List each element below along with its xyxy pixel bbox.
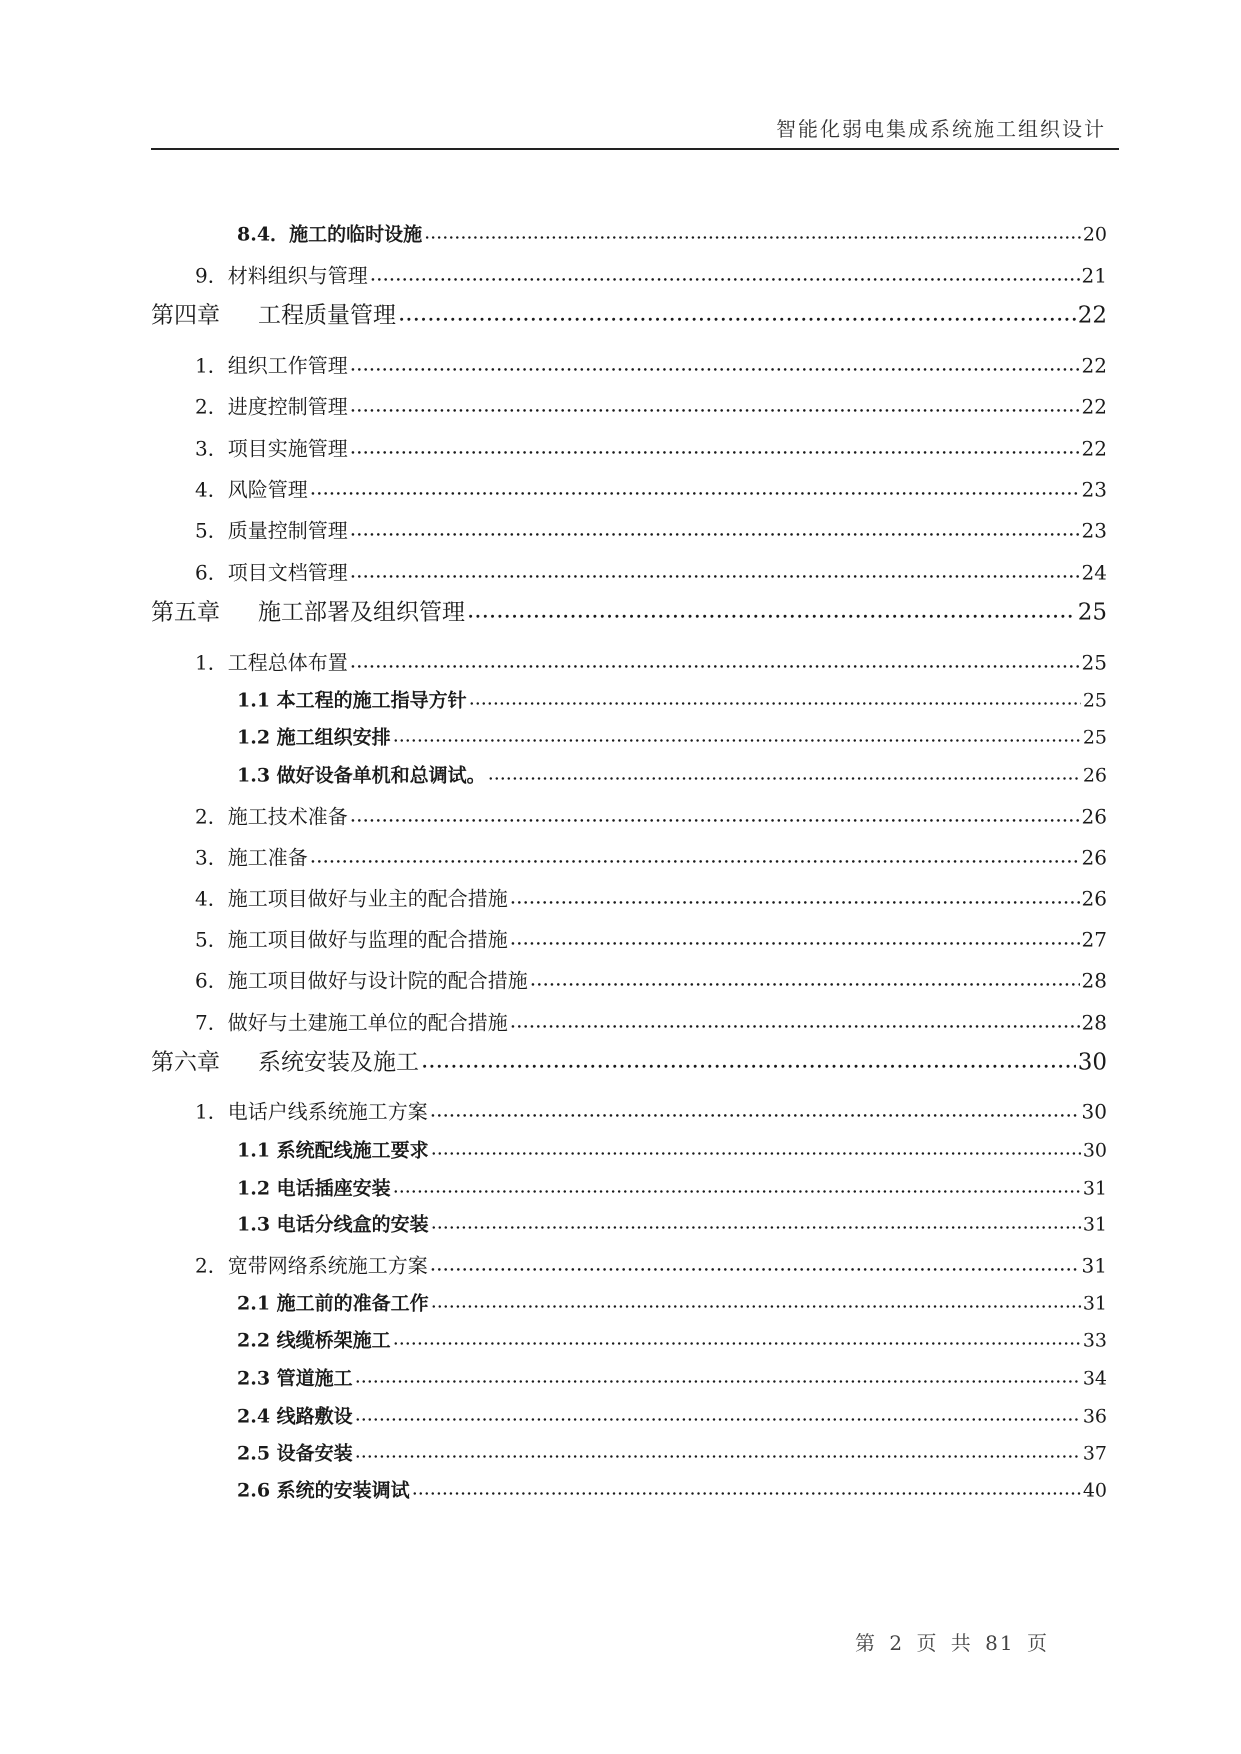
toc-entry-title: 施工准备 [227, 845, 308, 870]
toc-entry[interactable] [151, 1044, 1107, 1077]
toc-dot-leader [431, 1291, 1081, 1313]
toc-entry[interactable] [195, 1250, 1107, 1279]
toc-entry-title: 施工项目做好与业主的配合措施 [227, 886, 508, 911]
toc-entry-title: 风险管理 [227, 477, 308, 502]
toc-dot-leader [430, 1252, 1080, 1276]
toc-entry-number: 7． [195, 1010, 228, 1035]
toc-dot-leader [431, 1212, 1081, 1234]
table-of-contents [151, 0, 1107, 1754]
toc-entry-title: 宽带网络系统施工方案 [227, 1253, 428, 1278]
toc-entry[interactable] [237, 1439, 1107, 1466]
toc-entry-page-number: 36 [1082, 1405, 1107, 1428]
toc-entry-page-number: 26 [1082, 764, 1107, 787]
toc-entry-title: 施工项目做好与监理的配合措施 [227, 927, 508, 952]
toc-entry-title: 进度控制管理 [227, 394, 348, 419]
toc-entry[interactable] [195, 801, 1107, 830]
toc-entry-page-number: 28 [1081, 968, 1107, 993]
toc-entry[interactable] [237, 761, 1107, 788]
toc-entry-title: 材料组织与管理 [227, 263, 368, 288]
toc-entry-title: 工程质量管理 [258, 302, 396, 329]
toc-entry-page-number: 30 [1077, 1049, 1107, 1076]
toc-entry-number: 1.1 [237, 1139, 277, 1162]
toc-entry[interactable] [195, 260, 1107, 289]
toc-entry-page-number: 31 [1082, 1213, 1107, 1236]
toc-entry-page-number: 28 [1081, 1010, 1107, 1035]
toc-dot-leader [469, 688, 1081, 710]
toc-dot-leader [355, 1404, 1081, 1426]
toc-entry-title: 线缆桥架施工 [276, 1329, 391, 1352]
toc-entry-page-number: 26 [1081, 886, 1107, 911]
toc-entry[interactable] [237, 1289, 1107, 1316]
toc-entry-title: 本工程的施工指导方针 [276, 689, 467, 712]
toc-dot-leader [430, 1098, 1080, 1122]
toc-entry[interactable] [195, 474, 1107, 503]
toc-entry-page-number: 25 [1082, 726, 1107, 749]
toc-entry-page-number: 24 [1081, 560, 1107, 585]
toc-dot-leader [510, 926, 1080, 950]
toc-entry-title: 施工的临时设施 [289, 223, 423, 246]
toc-entry[interactable] [195, 1007, 1107, 1036]
toc-entry-page-number: 22 [1081, 353, 1107, 378]
toc-dot-leader [431, 1138, 1081, 1160]
toc-entry[interactable] [237, 1476, 1107, 1503]
toc-entry-title: 工程总体布置 [227, 650, 348, 675]
toc-entry[interactable] [195, 350, 1107, 379]
toc-entry[interactable] [195, 433, 1107, 462]
toc-entry[interactable] [237, 1364, 1107, 1391]
toc-entry-number: 1.2 [237, 1177, 277, 1200]
toc-entry-page-number: 31 [1082, 1177, 1107, 1200]
toc-dot-leader [530, 967, 1080, 991]
toc-entry-page-number: 31 [1082, 1292, 1107, 1315]
toc-dot-leader [350, 803, 1080, 827]
toc-entry-page-number: 25 [1081, 650, 1107, 675]
toc-entry-number: 第四章 [151, 302, 220, 329]
toc-entry-page-number: 27 [1081, 927, 1107, 952]
toc-entry-page-number: 23 [1081, 518, 1107, 543]
toc-entry-number: 第六章 [151, 1049, 220, 1076]
toc-entry[interactable] [195, 557, 1107, 586]
toc-entry-title: 项目文档管理 [227, 560, 348, 585]
toc-entry-number: 2． [195, 394, 228, 419]
toc-entry-page-number: 30 [1082, 1139, 1107, 1162]
toc-entry-number: 1． [195, 650, 228, 675]
toc-entry-page-number: 25 [1077, 599, 1107, 626]
toc-entry[interactable] [195, 1096, 1107, 1125]
toc-entry-number: 2.1 [237, 1292, 277, 1315]
toc-entry-number: 1.2 [237, 726, 277, 749]
toc-entry-number: 1.1 [237, 689, 277, 712]
toc-dot-leader [510, 1009, 1080, 1033]
toc-entry-page-number: 20 [1082, 223, 1107, 246]
toc-dot-leader [370, 262, 1080, 286]
toc-entry-title: 设备安装 [276, 1442, 353, 1465]
toc-entry-page-number: 26 [1081, 804, 1107, 829]
toc-entry-number: 1.3 [237, 1213, 277, 1236]
toc-entry-title: 组织工作管理 [227, 353, 348, 378]
toc-entry-title: 施工组织安排 [276, 726, 391, 749]
toc-entry[interactable] [151, 297, 1107, 330]
toc-dot-leader [467, 598, 1076, 624]
toc-entry-number: 2． [195, 804, 228, 829]
toc-entry-number: 3． [195, 436, 228, 461]
toc-entry-number: 5． [195, 927, 228, 952]
toc-entry-title: 管道施工 [276, 1367, 353, 1390]
toc-dot-leader [398, 301, 1076, 327]
toc-entry-page-number: 22 [1081, 394, 1107, 419]
toc-entry-number: 2.3 [237, 1367, 277, 1390]
toc-entry-number: 1． [195, 353, 228, 378]
toc-entry[interactable] [237, 1326, 1107, 1353]
toc-entry-page-number: 25 [1082, 689, 1107, 712]
toc-entry-title: 电话插座安装 [276, 1177, 391, 1200]
toc-entry-page-number: 37 [1082, 1442, 1107, 1465]
toc-entry-page-number: 31 [1081, 1253, 1107, 1278]
toc-entry-number: 第五章 [151, 599, 220, 626]
toc-entry[interactable] [237, 1174, 1107, 1201]
toc-entry[interactable] [237, 723, 1107, 750]
toc-entry-number: 5． [195, 518, 228, 543]
toc-entry-title: 电话分线盒的安装 [276, 1213, 429, 1236]
toc-entry-page-number: 40 [1082, 1479, 1107, 1502]
toc-dot-leader [412, 1478, 1081, 1500]
toc-entry-number: 4． [195, 886, 228, 911]
toc-entry-title: 系统配线施工要求 [276, 1139, 429, 1162]
toc-entry-number: 2.2 [237, 1329, 277, 1352]
toc-dot-leader [355, 1366, 1081, 1388]
toc-dot-leader [393, 1176, 1081, 1198]
toc-entry-page-number: 30 [1081, 1099, 1107, 1124]
toc-entry-number: 1.3 [237, 764, 277, 787]
toc-entry-title: 电话户线系统施工方案 [227, 1099, 428, 1124]
toc-entry-number: 2.5 [237, 1442, 277, 1465]
toc-dot-leader [355, 1441, 1081, 1463]
toc-entry-title: 做好与土建施工单位的配合措施 [227, 1010, 508, 1035]
toc-entry-number: 2.6 [237, 1479, 277, 1502]
toc-entry[interactable] [195, 883, 1107, 912]
running-header: 智能化弱电集成系统施工组织设计 [776, 117, 1106, 141]
toc-entry-number: 3． [195, 845, 228, 870]
toc-entry-title: 系统的安装调试 [276, 1479, 410, 1502]
toc-entry[interactable] [237, 1136, 1107, 1163]
toc-dot-leader [350, 352, 1080, 376]
toc-entry-number: 6． [195, 968, 228, 993]
toc-dot-leader [350, 435, 1080, 459]
toc-entry-title: 质量控制管理 [227, 518, 348, 543]
toc-entry-title: 项目实施管理 [227, 436, 348, 461]
toc-dot-leader [510, 885, 1080, 909]
toc-entry[interactable] [237, 686, 1107, 713]
toc-entry-title: 线路敷设 [276, 1405, 353, 1428]
toc-dot-leader [421, 1048, 1076, 1074]
toc-entry-number: 1． [195, 1099, 228, 1124]
toc-entry-page-number: 21 [1081, 263, 1107, 288]
toc-entry-title: 施工前的准备工作 [276, 1292, 429, 1315]
toc-entry-page-number: 34 [1082, 1367, 1107, 1390]
toc-entry-title: 系统安装及施工 [258, 1049, 419, 1076]
toc-dot-leader [350, 517, 1080, 541]
toc-entry-title: 施工项目做好与设计院的配合措施 [227, 968, 528, 993]
toc-entry-title: 做好设备单机和总调试。 [276, 764, 486, 787]
toc-entry[interactable] [195, 842, 1107, 871]
toc-entry-number: 9． [195, 263, 228, 288]
toc-entry-title: 施工技术准备 [227, 804, 348, 829]
toc-entry-page-number: 26 [1081, 845, 1107, 870]
toc-entry[interactable] [195, 515, 1107, 544]
toc-entry-page-number: 22 [1081, 436, 1107, 461]
toc-dot-leader [488, 763, 1081, 785]
toc-dot-leader [310, 476, 1080, 500]
toc-dot-leader [350, 559, 1080, 583]
toc-entry[interactable] [195, 965, 1107, 994]
toc-entry[interactable] [151, 594, 1107, 627]
toc-entry[interactable] [195, 391, 1107, 420]
toc-dot-leader [350, 649, 1080, 673]
toc-entry-page-number: 23 [1081, 477, 1107, 502]
toc-dot-leader [424, 222, 1081, 244]
toc-entry[interactable] [237, 1210, 1107, 1237]
toc-entry-page-number: 22 [1077, 302, 1107, 329]
toc-dot-leader [310, 844, 1080, 868]
toc-dot-leader [393, 1328, 1081, 1350]
toc-entry-page-number: 33 [1082, 1329, 1107, 1352]
toc-dot-leader [393, 725, 1081, 747]
toc-entry-number: 6． [195, 560, 228, 585]
page-footer: 第 2 页 共 81 页 [855, 1631, 1049, 1655]
toc-entry[interactable] [195, 924, 1107, 953]
toc-entry-number: 2.4 [237, 1405, 277, 1428]
toc-entry-number: 2． [195, 1253, 228, 1278]
toc-entry-number: 8.4． [237, 223, 290, 246]
toc-entry-title: 施工部署及组织管理 [258, 599, 465, 626]
toc-dot-leader [350, 393, 1080, 417]
toc-entry[interactable] [237, 1402, 1107, 1429]
toc-entry-number: 4． [195, 477, 228, 502]
toc-entry[interactable] [237, 220, 1107, 247]
toc-entry[interactable] [195, 647, 1107, 676]
